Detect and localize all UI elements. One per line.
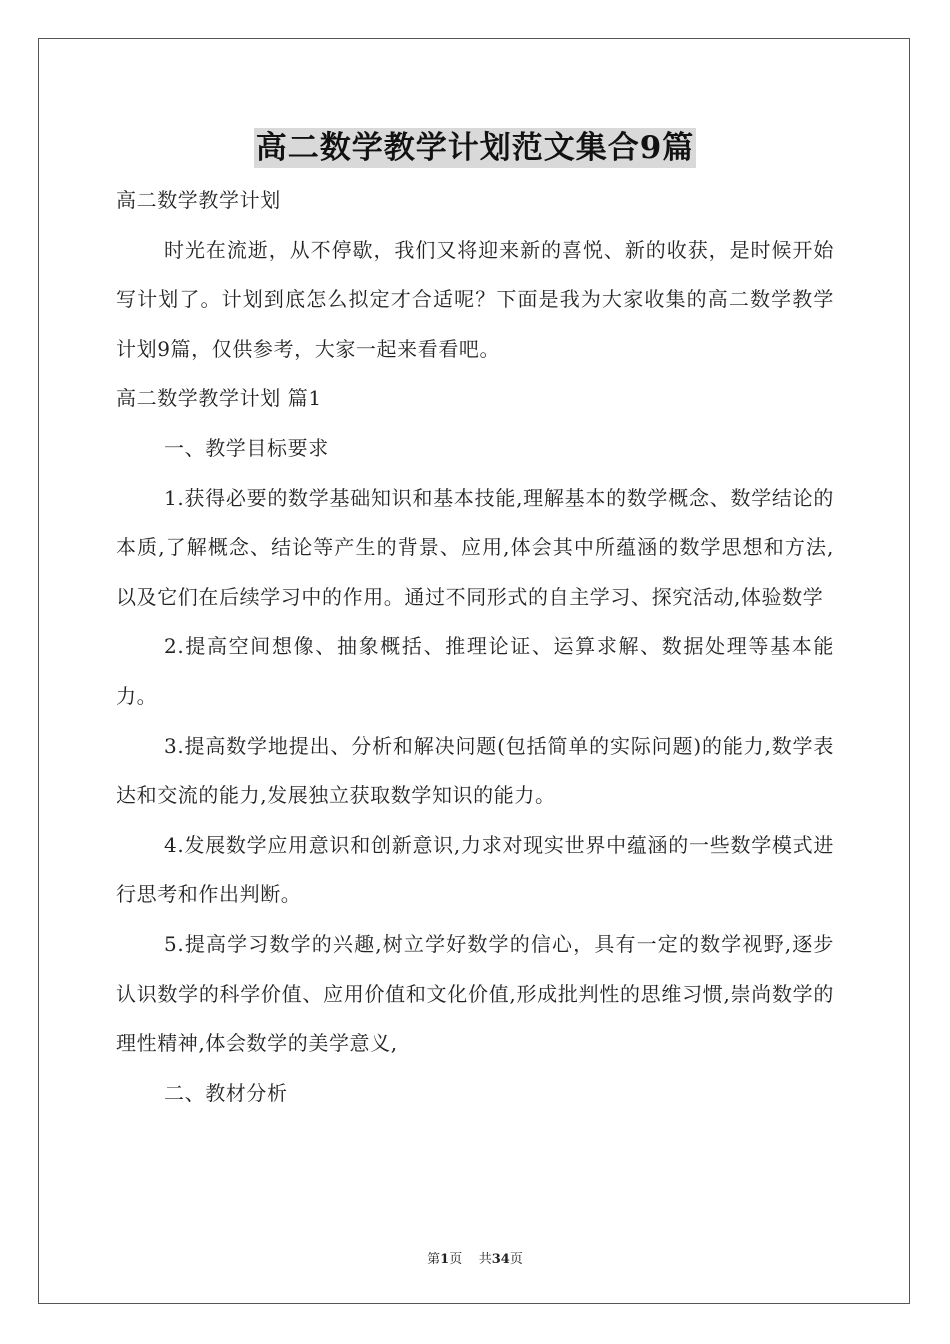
subtitle: 高二数学教学计划 — [116, 188, 281, 212]
goal-item-3: 3.提高数学地提出、分析和解决问题(包括简单的实际问题)的能力,数学表达和交流的能力,发展独立获取数学知识的能力。 — [116, 733, 834, 808]
heading-teaching-goals: 一、教学目标要求 — [164, 435, 329, 460]
title-wrap — [0, 128, 950, 168]
page-footer — [0, 1248, 950, 1267]
document-title: 高二数学教学计划范文集合9篇 — [255, 130, 695, 166]
goal-item-1: 1.获得必要的数学基础知识和基本技能,理解基本的数学概念、数学结论的本质,了解概念、结论等产生的背景、应用,体会其中所蕴涵的数学思想和方法,以及它们在后续学习中的作用。通过不同形式的自主学习、探究活动,体验数学 — [116, 485, 834, 609]
footer-prefix: 第 — [427, 1252, 441, 1267]
goal-item-4: 4.发展数学应用意识和创新意识,力求对现实世界中蕴涵的一些数学模式进行思考和作出判断。 — [116, 832, 834, 907]
footer-current-page: 1 — [440, 1252, 450, 1267]
footer-suffix: 页 — [509, 1252, 523, 1267]
footer-mid: 页 共 — [449, 1252, 492, 1267]
section-title: 高二数学教学计划 篇1 — [116, 386, 322, 411]
document-body — [116, 176, 834, 1118]
intro-paragraph: 时光在流逝，从不停歇，我们又将迎来新的喜悦、新的收获，是时候开始写计划了。计划到底怎么拟定才合适呢？下面是我为大家收集的高二数学教学计划9篇，仅供参考，大家一起来看看吧。 — [116, 237, 834, 361]
goal-item-5: 5.提高学习数学的兴趣,树立学好数学的信心，具有一定的数学视野,逐步认识数学的科学价值、应用价值和文化价值,形成批判性的思维习惯,崇尚数学的理性精神,体会数学的美学意义, — [116, 931, 834, 1056]
goal-item-2: 2.提高空间想像、抽象概括、推理论证、运算求解、数据处理等基本能力。 — [116, 634, 834, 708]
footer-total-pages: 34 — [491, 1252, 510, 1267]
heading-textbook-analysis: 二、教材分析 — [164, 1080, 288, 1105]
